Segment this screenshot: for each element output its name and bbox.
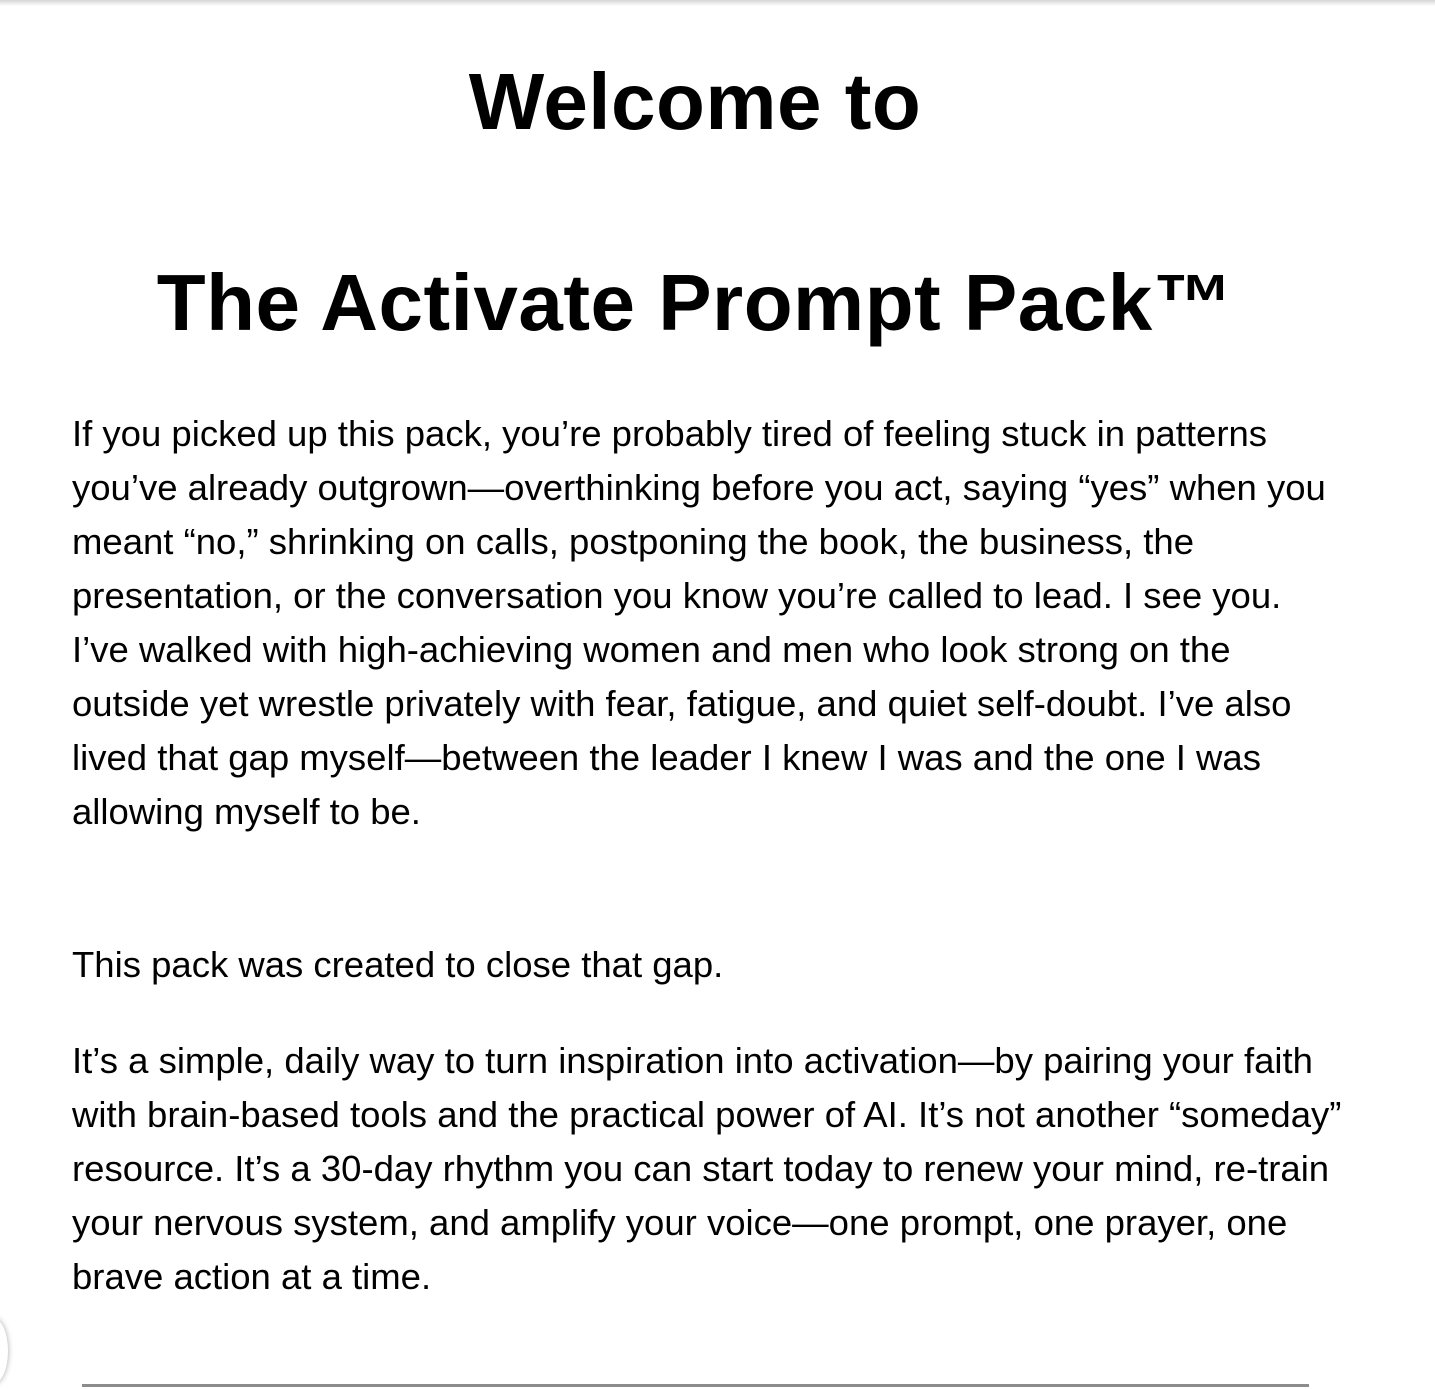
title-welcome: Welcome to bbox=[468, 57, 922, 146]
purpose-paragraph: This pack was created to close that gap. bbox=[72, 944, 724, 985]
title-product-name: The Activate Prompt Pack™ bbox=[156, 258, 1234, 347]
intro-paragraph: If you picked up this pack, you’re probably tired of feeling stuck in patterns you’ve already outgrown—overthinking before you act, saying “yes” when you meant “no,” shrinking on calls, postponing the book, the business, the presentation, or the conversation you know you’re called to lead. I see you. I’ve walked with high-achieving women and men who look strong on the outside yet wrestle privately with fear, fatigue, and quiet self-doubt. I’ve also lived that gap myself—between the leader I knew I was and the one I was allowing myself to be. bbox=[72, 413, 1326, 832]
description-paragraph: It’s a simple, daily way to turn inspiration into activation—by pairing your faith with brain-based tools and the practical power of AI. It’s not another “someday” resource. It’s a 30-day rhythm you can start today to renew your mind, re-train your nervous system, and amplify your voice—one prompt, one prayer, one brave action at a time. bbox=[72, 1040, 1342, 1297]
section-divider bbox=[82, 1384, 1309, 1387]
